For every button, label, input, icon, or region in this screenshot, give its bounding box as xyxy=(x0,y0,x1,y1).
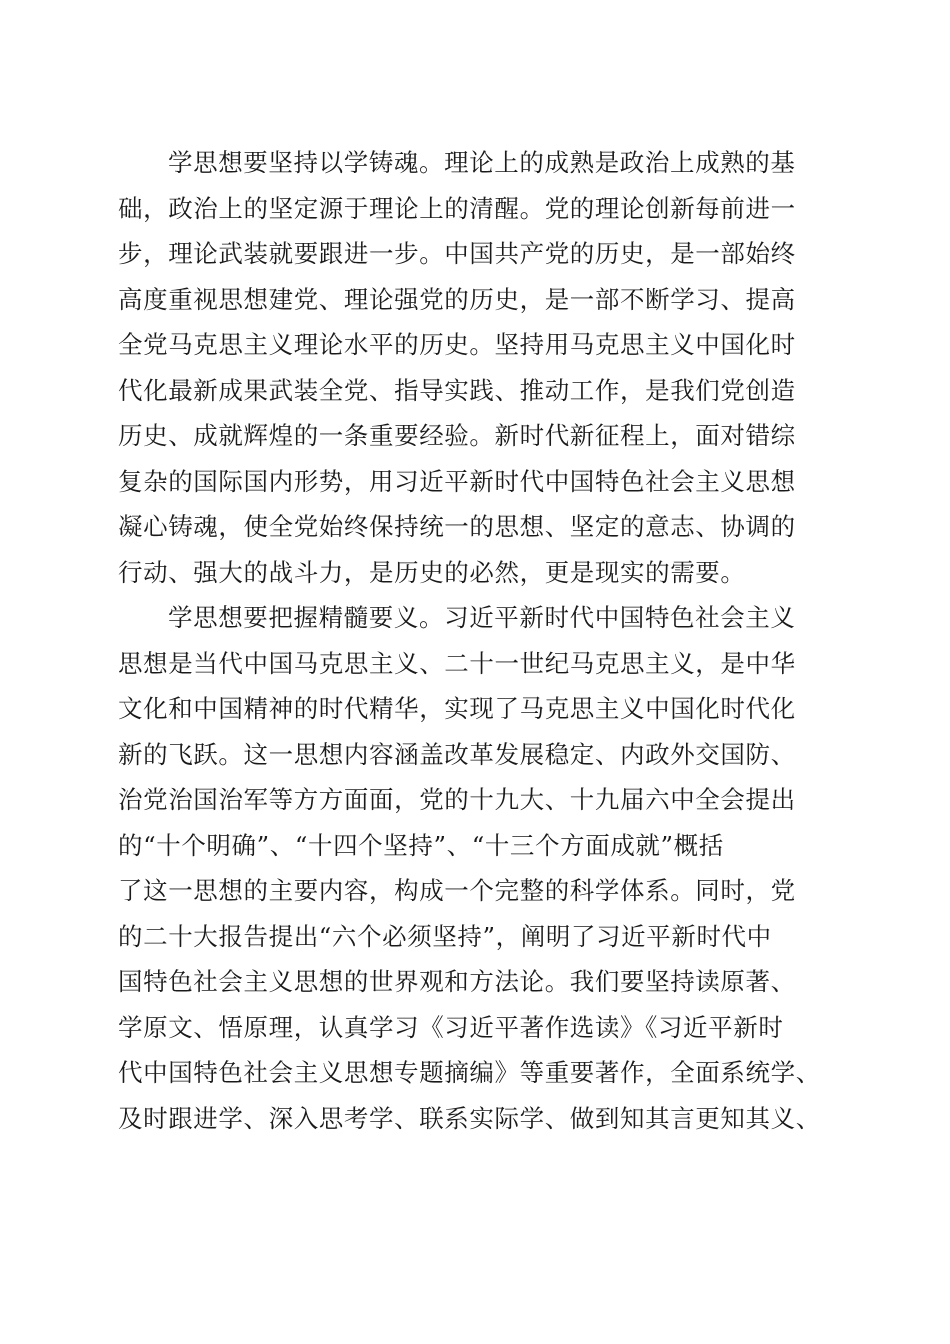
text-line: 行动、强大的战斗力，是历史的必然，更是现实的需要。 xyxy=(118,557,746,587)
text-line: 的二十大报告提出“六个必须坚持”，阐明了习近平新时代中 xyxy=(118,921,772,951)
text-line: 复杂的国际国内形势，用习近平新时代中国特色社会主义思想 xyxy=(118,466,796,496)
paragraph-1 xyxy=(118,140,838,595)
text-line: 了这一思想的主要内容，构成一个完整的科学体系。同时，党 xyxy=(118,876,796,905)
text-line: 治党治国治军等方方面面，党的十九大、十九届六中全会提出 xyxy=(118,785,796,814)
text-line: 学思想要把握精髓要义。习近平新时代中国特色社会主义 xyxy=(168,603,796,632)
text-line: 步，理论武装就要跟进一步。中国共产党的历史，是一部始终 xyxy=(118,239,796,268)
text-line: 文化和中国精神的时代精华，实现了马克思主义中国化时代化 xyxy=(118,694,796,723)
text-line: 凝心铸魂，使全党始终保持统一的思想、坚定的意志、协调的 xyxy=(118,512,796,541)
document-body xyxy=(118,140,838,1141)
text-line: 学原文、悟原理，认真学习《习近平著作选读》《习近平新时 xyxy=(118,1012,784,1042)
text-line: 思想是当代中国马克思主义、二十一世纪马克思主义，是中华 xyxy=(118,648,796,678)
paragraph-2 xyxy=(118,595,838,1141)
text-line: 础，政治上的坚定源于理论上的清醒。党的理论创新每前进一 xyxy=(118,193,796,223)
text-line: 高度重视思想建党、理论强党的历史，是一部不断学习、提高 xyxy=(118,284,796,314)
text-line: 新的飞跃。这一思想内容涵盖改革发展稳定、内政外交国防、 xyxy=(118,739,796,769)
text-line: 全党马克思主义理论水平的历史。坚持用马克思主义中国化时 xyxy=(118,330,796,359)
text-line: 历史、成就辉煌的一条重要经验。新时代新征程上，面对错综 xyxy=(118,421,796,450)
text-line: 的“十个明确”、“十四个坚持”、“十三个方面成就”概括 xyxy=(118,830,724,860)
text-line: 代中国特色社会主义思想专题摘编》等重要著作，全面系统学、 xyxy=(118,1058,821,1087)
text-line: 学思想要坚持以学铸魂。理论上的成熟是政治上成熟的基 xyxy=(168,148,796,177)
text-line: 代化最新成果武装全党、指导实践、推动工作，是我们党创造 xyxy=(118,375,796,405)
text-line: 及时跟进学、深入思考学、联系实际学、做到知其言更知其义、 xyxy=(118,1103,821,1133)
text-line: 国特色社会主义思想的世界观和方法论。我们要坚持读原著、 xyxy=(118,967,796,996)
